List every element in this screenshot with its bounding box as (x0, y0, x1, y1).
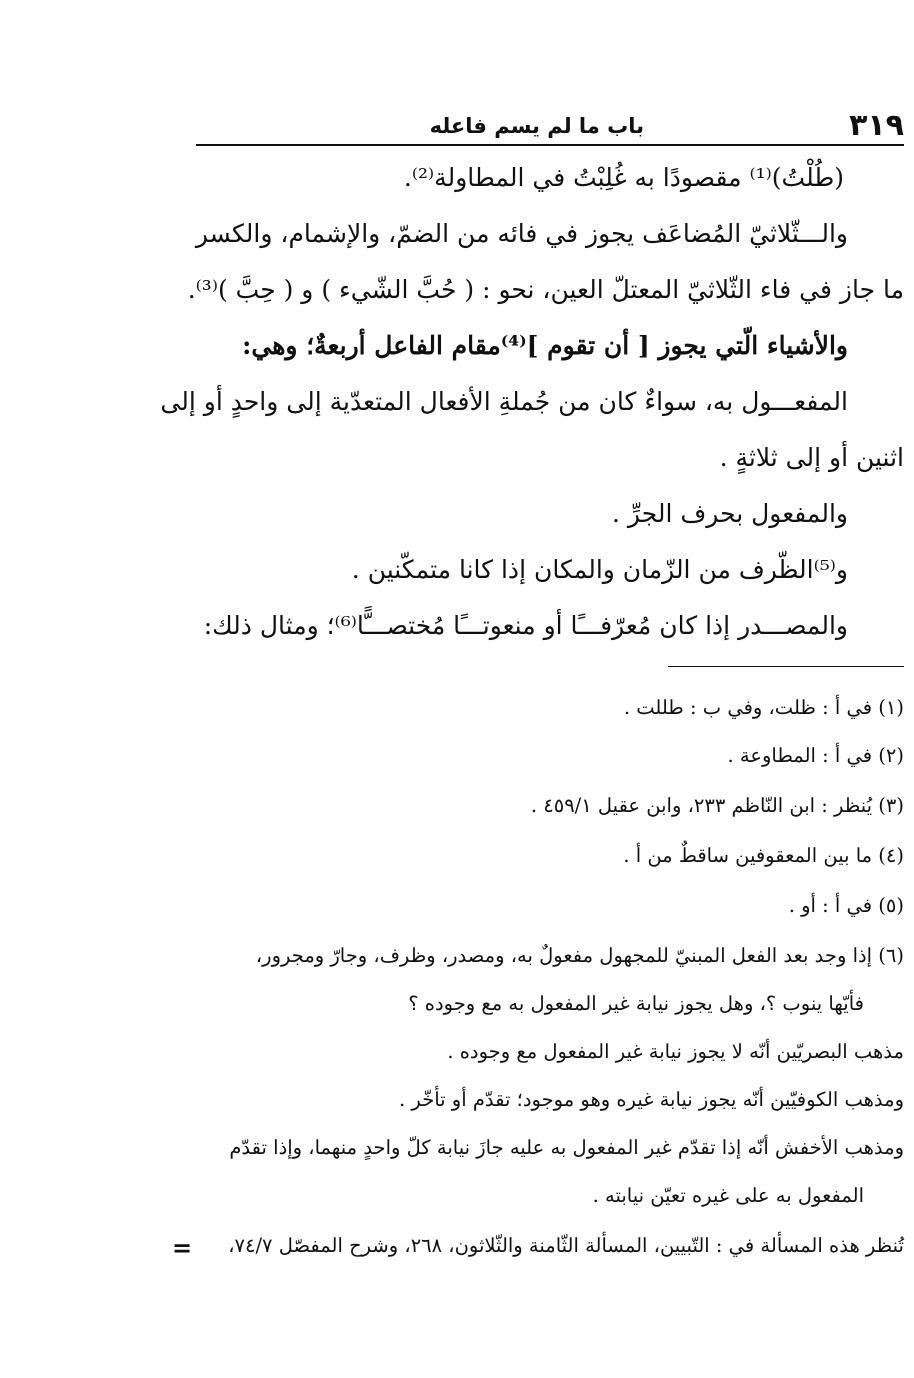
footnote-6-line: تُنظر هذه المسألة في : التّبيين، المسألة الثّامنة والثّلاثون، ٢٦٨، وشرح المفصّل ٧٤/٧، (228, 1234, 904, 1257)
body-line: (طُلْتُ)⁽¹⁾ مقصودًا به غُلِبْتُ في المطاولة⁽²⁾. (403, 163, 844, 192)
chapter-title: باب ما لم يسم فاعله (429, 114, 644, 138)
footnote-6: (٦) إذا وجد بعد الفعل المبنيّ للمجهول مفعولٌ به، ومصدر، وظرف، وجارّ ومجرور، (255, 944, 904, 967)
page-number: ٣١٩ (849, 108, 904, 143)
header-rule (196, 144, 904, 146)
footnote-4: (٤) ما بين المعقوفين ساقطٌ من أ . (623, 844, 904, 867)
body-line-bold: والأشياء الّتي يجوز [ أن تقوم ]⁽⁴⁾مقام الفاعل أربعةٌ؛ وهي: (242, 331, 848, 360)
body-line: و⁽⁵⁾الظّرف من الزّمان والمكان إذا كانا متمكّنين . (351, 555, 848, 584)
footnote-6-line: ومذهب الأخفش أنّه إذا تقدّم غير المفعول به عليه جازَ نيابة كلّ واحدٍ منهما، وإذا تقدّم (229, 1136, 904, 1159)
footnote-3: (٣) يُنظر : ابن النّاظم ٢٣٣، وابن عقيل ٤٥٩/١ . (530, 794, 904, 817)
body-line: والمفعول بحرف الجرِّ . (612, 499, 848, 528)
body-line: والمصـــدر إذا كان مُعرّفـــًا أو منعوتـــًا مُختصـــًّا⁽⁶⁾؛ ومثال ذلك: (203, 611, 848, 640)
footnote-1: (١) في أ : ظلت، وفي ب : طللت . (623, 696, 904, 719)
page-header (196, 108, 904, 144)
footnote-rule (668, 666, 904, 667)
footnote-6-line: مذهب البصريّين أنّه لا يجوز نيابة غير المفعول مع وجوده . (447, 1040, 904, 1063)
body-line: ما جاز في فاء الثّلاثيّ المعتلّ العين، نحو : ( حُبَّ الشّيء ) و ( حِبَّ )⁽³⁾. (187, 275, 904, 304)
body-line: المفعـــول به، سواءٌ كان من جُملةِ الأفعال المتعدّية إلى واحدٍ أو إلى (160, 387, 848, 416)
footnote-6-line: فأيّها ينوب ؟، وهل يجوز نيابة غير المفعول به مع وجوده ؟ (408, 992, 864, 1015)
body-line: اثنين أو إلى ثلاثةٍ . (719, 443, 904, 472)
continuation-mark: = (172, 1233, 193, 1262)
footnote-6-line: ومذهب الكوفيّين أنّه يجوز نيابة غيره وهو موجود؛ تقدّم أو تأخّر . (399, 1088, 904, 1111)
footnote-6-line: المفعول به على غيره تعيّن نيابته . (592, 1184, 864, 1207)
footnote-5: (٥) في أ : أو . (788, 894, 904, 917)
body-line: والـــثّلاثيّ المُضاعَف يجوز في فائه من الضمّ، والإشمام، والكسر (195, 219, 848, 248)
footnote-2: (٢) في أ : المطاوعة . (727, 744, 904, 767)
